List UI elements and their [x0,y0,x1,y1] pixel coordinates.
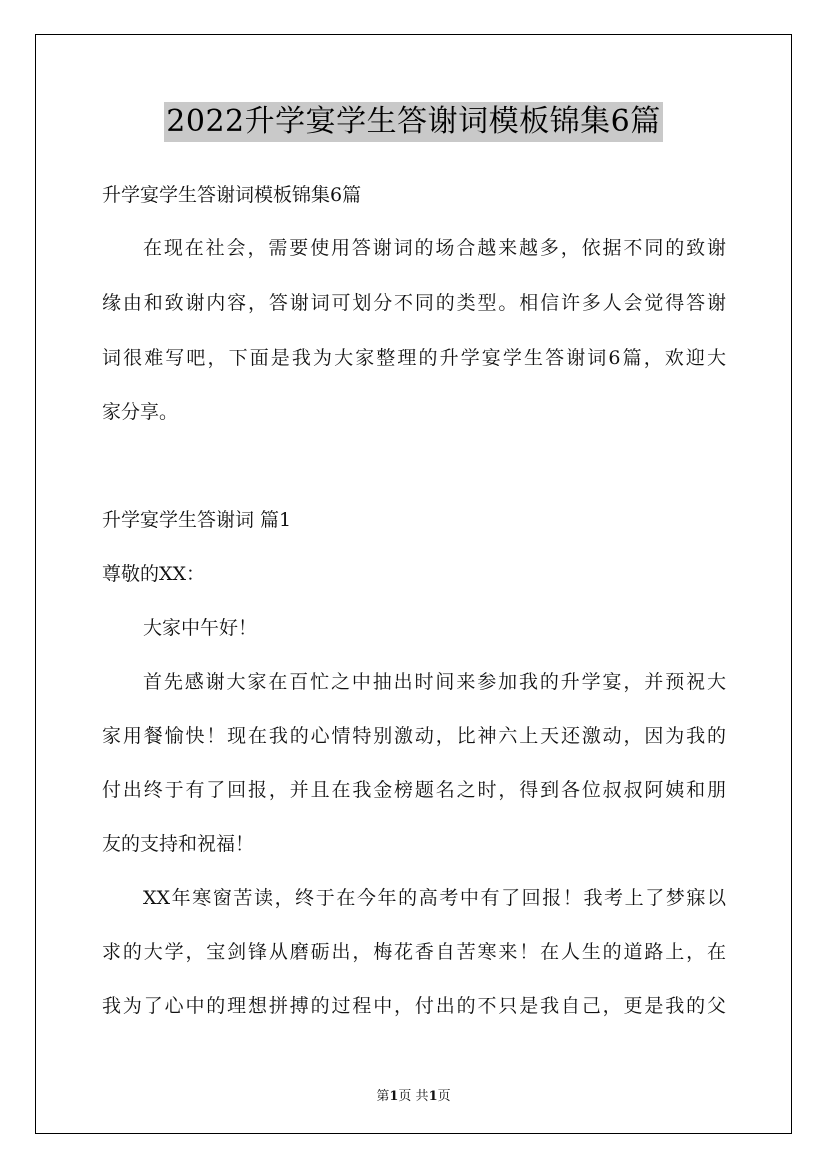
intro-line-2: 缘由和致谢内容，答谢词可划分不同的类型。相信许多人会觉得答谢 [102,292,726,314]
footer-page-number: 1 [389,1089,399,1104]
footer-prefix: 第 [376,1089,390,1104]
para1-line-1: 首先感谢大家在百忙之中抽出时间来参加我的升学宴，并预祝大 [143,671,726,693]
section-heading: 升学宴学生答谢词 篇1 [102,509,292,531]
footer-middle: 页 共 [398,1089,429,1104]
para1-line-2: 家用餐愉快！现在我的心情特别激动，比神六上天还激动，因为我的 [102,725,726,747]
intro-line-4: 家分享。 [102,401,179,423]
footer-suffix: 页 [437,1089,451,1104]
intro-line-1: 在现在社会，需要使用答谢词的场合越来越多，依据不同的致谢 [143,237,726,259]
page-footer [0,1085,827,1104]
para2-line-2: 求的大学，宝剑锋从磨砺出，梅花香自苦寒来！在人生的道路上，在 [102,941,726,963]
document-subtitle: 升学宴学生答谢词模板锦集6篇 [102,184,362,206]
salutation: 尊敬的XX： [102,563,206,585]
para2-line-1: XX年寒窗苦读，终于在今年的高考中有了回报！我考上了梦寐以 [143,887,726,909]
para1-line-4: 友的支持和祝福！ [102,833,255,855]
para2-line-3: 我为了心中的理想拼搏的过程中，付出的不只是我自己，更是我的父 [102,995,726,1017]
para1-line-3: 付出终于有了回报，并且在我金榜题名之时，得到各位叔叔阿姨和朋 [102,779,726,801]
footer-page-total: 1 [428,1089,438,1104]
title-container [0,102,827,142]
document-title: 2022升学宴学生答谢词模板锦集6篇 [164,102,662,142]
greeting: 大家中午好！ [143,617,258,639]
intro-line-3: 词很难写吧，下面是我为大家整理的升学宴学生答谢词6篇，欢迎大 [102,347,726,369]
